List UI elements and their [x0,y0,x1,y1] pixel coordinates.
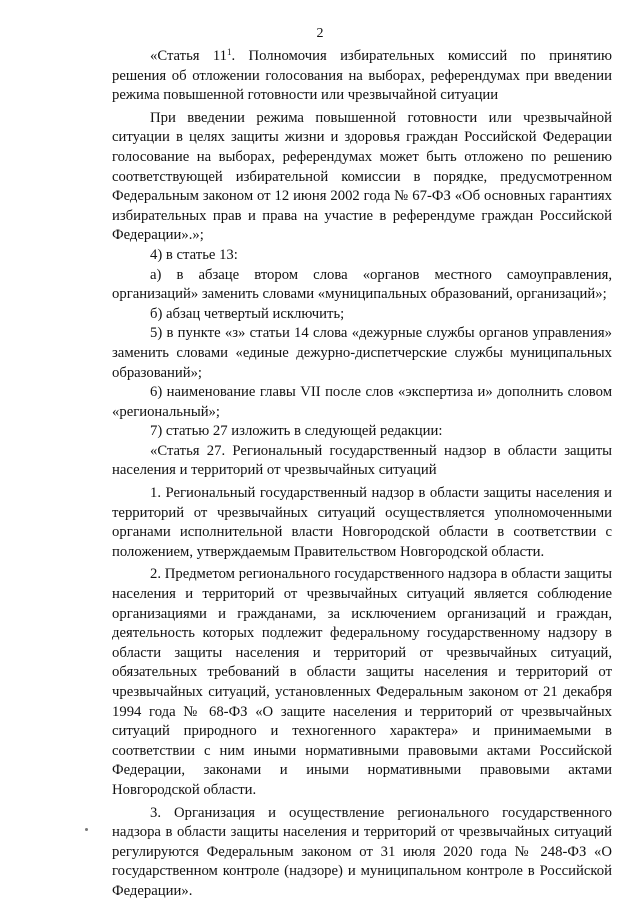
amendment-4b: б) абзац четвертый исключить; [150,305,345,322]
article-27-item-2: 2. Предметом регионального государственного надзора в области защиты населения и территорий от чрезвычайных ситуаций является соблюдение организациями и гражданами, за исключением организаций и граждан, деятельность которых подлежит федеральному государственному надзору в области защиты населения и территорий от чрезвычайных ситуаций, обязательных требований в области защиты населения и территорий от чрезвычайных ситуаций, установленных Федеральным законом от 21 декабря 1994 года № 68-ФЗ «О защите населения и территорий от чрезвычайных ситуаций природного и техногенного характера» и принимаемыми в соответствии с ним иными нормативными правовыми актами Российской Федерации, законами и иными нормативными правовыми актами Новгородской области. [112,566,612,798]
amendment-6: 6) наименование главы VII после слов «экспертиза и» дополнить словом «региональный»; [112,384,612,420]
article-11-body: При введении режима повышенной готовности или чрезвычайной ситуации в целях защиты жизни и здоровья граждан Российской Федерации голосование на выборах, референдумах может быть отложено по решению соответствующей избирательной комиссии в порядке, предусмотренном Федеральным законом от 12 июня 2002 года № 67-ФЗ «Об основных гарантиях избирательных прав и права на участие в референдуме граждан Российской Федерации».»; [112,109,612,244]
margin-dot [85,828,88,831]
article-27-item-1: 1. Региональный государственный надзор в области защиты населения и территорий от чрезвычайных ситуаций осуществляется уполномоченными органами исполнительной власти Новгородской области в соответствии с положением, утверждаемым Правительством Новгородской области. [112,485,612,560]
amendment-4: 4) в статье 13: [150,246,238,263]
article-27-item-3: 3. Организация и осуществление регионального государственного надзора в области защиты населения и территорий от чрезвычайных ситуаций регулируются Федеральным законом от 31 июля 2020 года № 248-ФЗ «О государственном контроле (надзоре) и муниципальном контроле в Российской Федерации». [112,804,612,899]
article-11-heading [112,47,612,106]
page-number: 2 [316,26,324,41]
document-body [112,47,612,902]
article-11-superscript: 1 [227,47,232,57]
amendment-4a: а) в абзаце втором слова «органов местного самоуправления, организаций» заменить словами «муниципальных образований, организаций»; [112,266,612,303]
amendment-7: 7) статью 27 изложить в следующей редакции: [150,423,443,440]
article-27-heading: «Статья 27. Региональный государственный надзор в области защиты населения и территорий от чрезвычайных ситуаций [112,442,612,479]
amendment-5: 5) в пункте «з» статьи 14 слова «дежурные службы органов управления» заменить словами «единые дежурно-диспетчерские службы муниципальных образований»; [112,325,612,381]
article-11-heading-rest: . Полномочия избирательных комиссий по принятию решения об отложении голосования на выборах, референдумах при введении режима повышенной готовности или чрезвычайной ситуации [112,48,612,104]
article-11-heading-start: «Статья 11 [150,48,228,64]
